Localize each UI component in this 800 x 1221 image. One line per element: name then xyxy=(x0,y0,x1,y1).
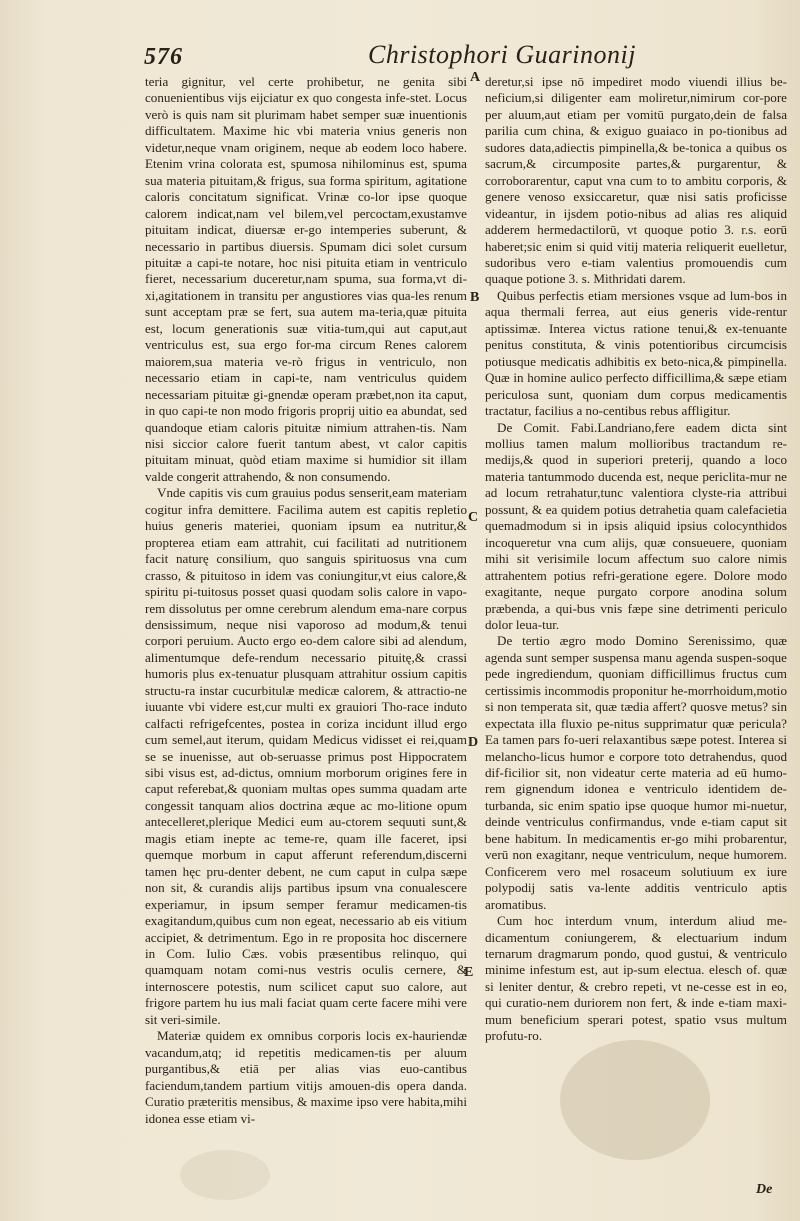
margin-letter-a: A xyxy=(470,70,481,85)
running-head: Christophori Guarinonij xyxy=(368,40,636,69)
paragraph: De Comit. Fabi.Landriano,fere eadem dicta sint mollius tamen malum mollioribus tractandum re-medijs,& quod in superiori preterij, quando a loco materia tantummodo ducenda est, neque periclita-mur ne ad locum retrahatur,tunc valentiora clyste-ria attribui possunt, & ea quidem potius detrahetia quam calefacietia quemadmodum si in ipsis aliquid ipsius colocynthidos incoqueretur vna cum alijs, quæ consueuere, quoniam mihi sit verisimile locum affectum suo calore nimis attrahentem potius refri-geratione egere. Dolore modo exagitante, neque purgato corpore anodina solum præbenda, a qui-bus vnis fæpe sine detrimenti periculo dolor leua-tur. xyxy=(485,419,787,632)
catchword: De xyxy=(756,1182,773,1197)
margin-letter-d: D xyxy=(468,735,479,750)
paragraph: Quibus perfectis etiam mersiones vsque ad lum-bos in aqua thermali ferrea, aut eius generis vide-rentur aptissimæ. Interea victus ratione tenui,& ex-tenuante penitus constituta, & vinis potentioribus circumcisis potiusque medicatis adhibitis ex beto-nica,& pimpinella. Quæ in homine aulico perfecto difficillima,& sæpe etiam periculosa sunt, quoniam dum corpus medicamentis tractatur, facilius a no-centibus rebus affligitur. xyxy=(485,287,787,419)
paragraph: Materiæ quidem ex omnibus corporis locis ex-hauriendæ vacandum,atq; id repetitis medicamen-tis per aluum purgantibus,& etiā per alias vias euo-cantibus faciendum,tandem partium vitijs amouen-dis opera danda. Curatio præteritis mensibus, & maxime ipso vere habita,mihi idonea esse etiam vi- xyxy=(145,1028,467,1126)
margin-letter-e: E xyxy=(464,965,474,980)
paragraph: deretur,si ipse nō impediret modo viuendi illius be-neficium,si diligenter eam moliretur,nimirum cor-pore per aluum,aut etiam per vomitū purgato,dein de falsa parilia cum china, & exiguo guaiaco in po-tionibus ad sudores data,adiectis pimpinella,& be-tonica a quibus os sacrum,& circumposite partes,& purgarentur, & corroborarentur, caput vna cum to to ambitu corporis, & genere venoso exsiccaretur, quæ nisi satis proficisse videantur, in ijsdem potio-nibus ad alias res aliquid adderem hermedactilorū, vt quoque potio 3. r.s. eorū haberet;sic enim si quid vitij materia reliquerit euelletur, sudoribus vero e-tiam valentius promouendis cum quaque potione 3. s. Mithridati darem. xyxy=(485,74,787,287)
paragraph: teria gignitur, vel certe prohibetur, ne genita sibi conuenientibus vijs eijciatur ex quo congesta infe-stet. Locus verò is quis nam sit plurimam habet semper suæ inuentionis difficultatem. Maxime hic vbi materia vnius generis non videtur,neque vnam originem, neque ab eodem loco habere. Etenim vrina colorata est, spumosa nihilominus est, spuma sua materia pituitam,& frigus, sua forma spiritum, agitatione caloris concitatum significat. Vrinæ co-lor ipse quoque calorem indicat,nam vel bilem,vel percoctam,exustamve pituitam indicat, diuersæ er-go intemperies suberunt, & necessario in partibus diuersis. Spumam dici solet cursum pituitæ a capi-te notare, hoc nisi pituita etiam in ventriculo fieret, necessarium duceretur,nam spuma, sua forma,vt di-xi,agitationem in transitu per angustiores vias qua-les renum sunt acceptam præ se fert, sua autem ma-teria,quæ pituita est, locum generationis suæ vitia-tum,qui aut caput,aut ventriculus est, sua ergo for-ma circum Renes calorem maiorem,sua materia ve-rò frigus in ventriculo, non necessario etiam in capi-te, nam ventriculus quidem necessariam pituitæ gi-gnendæ operam præbet,non ita caput, in quo capi-te non modo frigoris proprij uitio ea abundat, sed quandoque etiam caloris pituitæ nimium attrahen-tis. Nam nisi siccior calore fuerit tantum abest, vt calor capitis pituitam minuat, quòd etiam maxime si humidior sit illam valde congerit attrahendo, & non consumendo. xyxy=(145,74,467,484)
margin-letter-b: B xyxy=(470,290,480,305)
margin-letter-c: C xyxy=(468,510,479,525)
paragraph: Vnde capitis vis cum grauius podus senserit,eam materiam cogitur infra demittere. Facilima autem est capitis repletio huius generis materiei, quoniam ipsum ea nutritur,& propterea etiam eam attrahit, cui facilitati ad nutritionem facit naturę consilium, quo sanguis spirituosus vna cum crasso, & pituitoso in idem vas coniungitur,vt eius calore,& spiritu pi-tuitosus posset quasi quodam solis calore in vapo-rem dissolutus per omne cerebrum alendum ema-nare corpus densissimum, neque nisi vaporoso ad modum,& tenui corpori peruium. Aucto ergo eo-dem calore sibi ad alendum, alimentumque defe-rendum necessario pituitę,& crassi humoris plus ex-tenuatur plusquam attrahitur ossium capitis structu-ra instar cucurbitulæ medicæ calorem, & attractio-ne iuuante vbi videre est,cur multi ex grauiori Tho-race induto calfacti refrigefcentes, postea in coriza incidunt illud ergo cum semel,aut iterum, quidam Medicus vidisset ei rei,quam se se inuenisse, aut ob-seruasse primus post Hippocratem sibi visus est, ad-dictus, omnium morborum origines fere in caput referebat,& quoniam multas opes summa quadam arte congessit tanquam alios doctrina æque ac mo-litione opum antecelleret,plerique Medici eum au-ctorem sequuti sunt,& magis etiam inepte ac teme-re, quam ille faceret, ipsi quemque morbum in caput afferunt referendum,discerni tamen hęc pru-denter debent, ne cum caput in culpa sæpe non sit, & curandis alijs partibus ipsum vna conualescere experiamur, in ipsum semper feramur medicamen-tis exagitandum,quibus cum non egeat, necessario ab eis vitium accipiet, & detrimentum. Ego in re proposita hoc discernere in Com. Iulio Cæs. vobis præsentibus relinquo, qui quamquam notam comi-nus vestris oculis cernere, & internoscere potestis, num scilicet caput suo calore, aut frigore partem hu ius mali faciat quam certe facere mihi vere sit veri-simile. xyxy=(145,485,467,1027)
paragraph: Cum hoc interdum vnum, interdum aliud me-dicamentum coniungerem, & electuarium indum ternarum dragmarum pondo, quod gustui, & ventriculo minime infestum est, aut ip-sum electua. elesch of. quæ si leniter dentur, & crebro repeti, vt ne-cesse est in eo, qui curatio-nem duriorem non fert, & inde e-tiam maxi-mum beneficium sperari potest, spatio vsus multum profutu-ro. xyxy=(485,913,787,1044)
right-column xyxy=(485,74,787,1184)
paragraph: De tertio ægro modo Domino Serenissimo, quæ agenda sunt semper suspensa manu agenda suspen-soque pede ingrediendum, quoniam difficillimus fructus cum certissimis incommodis proponitur he-morrhoidum,motio si non temperata sit, quæ tædia affert? quosve metus? sin expectata illa fluxio pe-nitus supprimatur quæ pericula? Ea tamen pars fo-ueri relaxantibus sæpe potest. Interea si melancho-licus humor e corpore toto detrahendus, quod dif-ficilior sit, non videatur certe materia ad eū humo-rem gignendum idonea e ventriculo identidem de-turbanda, sic enim spatio ipse quoque humor mi-nuetur, deinde ventriculus confirmandus, vnde e-tiam caput sit bene habitum. In medicamentis er-go mihi probarentur, verū non exagitanr, neque ventriculum, neque humorem. Conficerem vero mel rosaceum solutiuum ex iure polypodij satis va-lente additis ventriculo aptis aromatibus. xyxy=(485,633,787,912)
left-column xyxy=(145,74,467,1184)
page-number: 576 xyxy=(144,44,183,70)
page-header xyxy=(142,40,782,74)
